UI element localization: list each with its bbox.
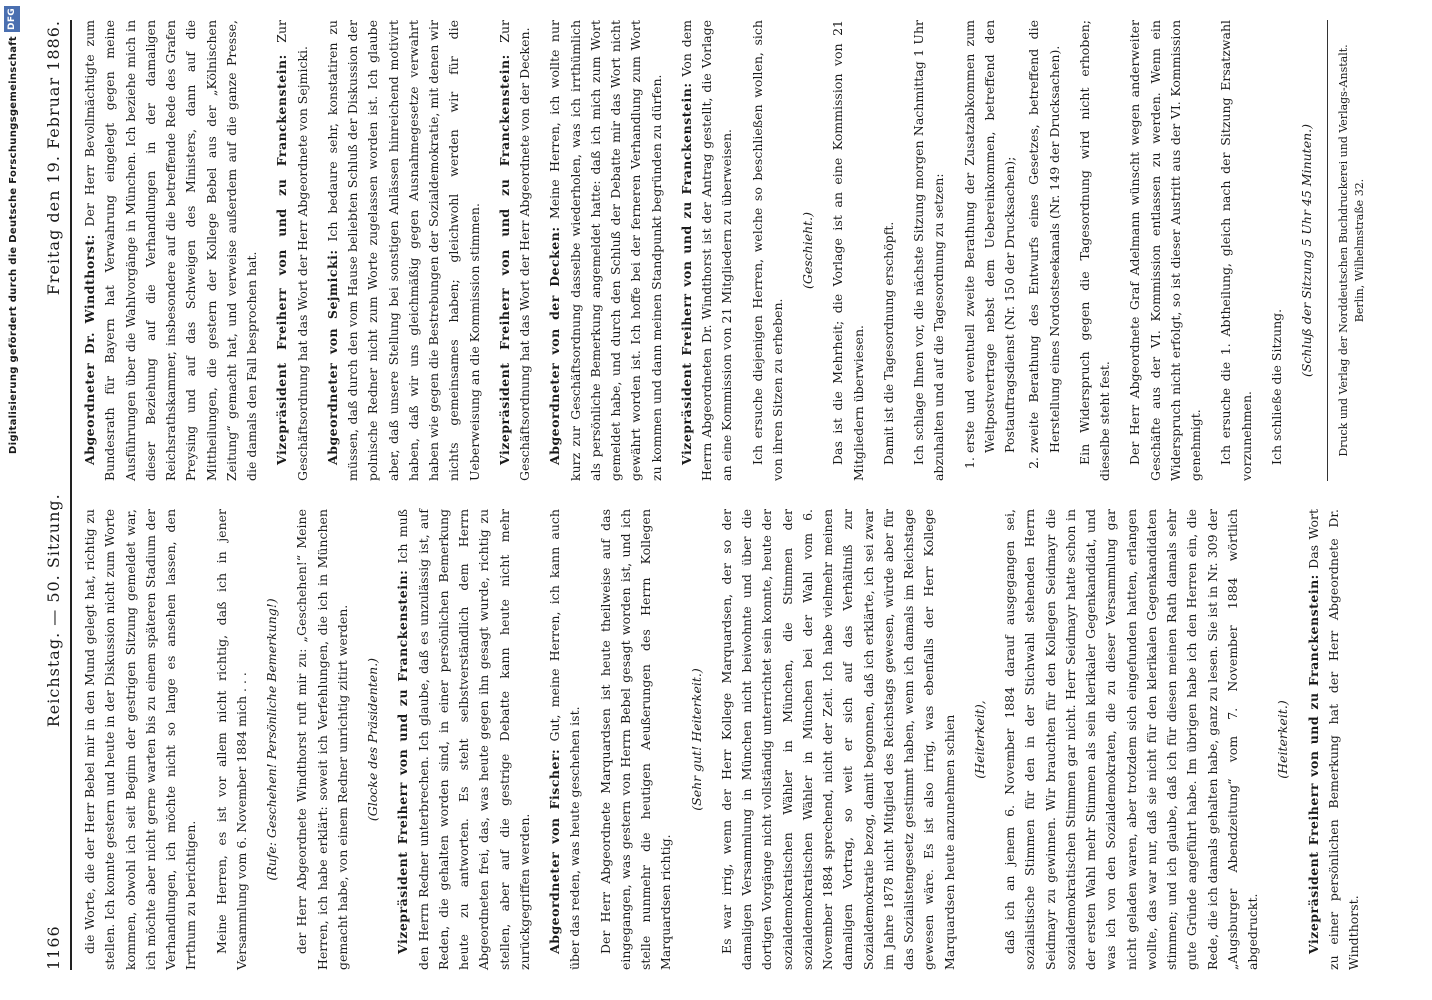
interjection: (Glocke des Präsidenten.) — [365, 657, 380, 822]
speaker-name: Abgeordneter von Fischer: — [547, 748, 562, 954]
speech-text: Das Wort zu einer persönlichen Bemerkung hat der Herr Abgeordnete Dr. Windthorst. — [1305, 509, 1361, 970]
paragraph: Ein Widerspruch gegen die Tagesordnung wird nicht erhoben; dieselbe steht fest. — [1076, 20, 1112, 481]
agenda-item: 2. zweite Berathung des Entwurfs eines Gesetzes, betreffend die Herstellung eines Nordostseekanals (Nr. 149 der Drucksachen). — [1024, 20, 1065, 453]
imprint-rule — [1327, 20, 1328, 481]
interjection: (Heiterkeit.) — [1275, 700, 1291, 779]
speech-text: Von dem Herrn Abgeordneten Dr. Windthorst ist der Antrag gestellt, die Vorlage an eine Kommission von 21 Mitgliedern zu überweisen. — [678, 20, 735, 481]
speech-text: Meine Herren, ich wollte nur kurz zur Geschäftsordnung dasselbe wiederholen, was ich irrthümlich als persönliche Bemerkung angemeldet hatte: daß ich mich zum Wort gemeldet habe, und durch den Schluß der Debatte mir das Wort nicht gewährt worden ist. Ich hoffe bei der ferneren Verhandlung zum Wort zu kommen und dann meinen Standpunkt begründen zu dürfen. — [547, 20, 664, 481]
speaker-name: Vizepräsident Freiherr von und zu Franckenstein: — [1305, 574, 1321, 954]
imprint-address: Berlin, Wilhelmstraße 32. — [1352, 178, 1366, 323]
speaker-name: Abgeordneter Dr. Windthorst: — [82, 234, 97, 465]
left-column — [80, 509, 1374, 970]
speaker-name: Abgeordneter von Sejmicki: — [324, 249, 340, 465]
paragraph: Ich ersuche die 1. Abtheilung, gleich nach der Sitzung Ersatzwahl vorzunehmen. — [1218, 20, 1254, 481]
paragraph: Das ist die Mehrheit; die Vorlage ist an eine Kommission von 21 Mitgliedern überwiesen. — [830, 20, 866, 481]
paragraph: Es war irrig, wenn der Herr Kollege Marquardsen, der so der damaligen Versammlung in München nicht beiwohnte und über die dortigen Vorgänge nicht vollständig unterrichtet sein konnte, heute der sozialdemokratischen Wähler in München, die Stimmen der sozialdemokratischen Wähler in München bei der Wahl vom 6. November 1884 sprechend, nicht der Zeit. Ich habe vielmehr meinen damaligen Vortrag, so weit er sich auf das Verhältniß zur Sozialdemokratie bezog, damit begonnen, daß ich erklärte, ich sei zwar im Jahre 1878 nicht Mitglied des Reichstags gewesen, würde aber für das Sozialistengesetz gestimmt haben, wenn ich damals im Reichstage gewesen wäre. Es ist also irrig, was ebenfalls der Herr Kollege Marquardsen heute anzunehmen schien — [718, 509, 957, 970]
dfg-logo: DFG — [4, 6, 20, 32]
right-column — [80, 20, 1374, 481]
speaker-name: Vizepräsident Freiherr von und zu Franckenstein: — [274, 54, 290, 465]
speech-text: Zur Geschäftsordnung hat das Wort der Herr Abgeordnete von Sejmicki. — [274, 20, 310, 481]
paragraph: Der Herr Abgeordnete Marquardsen ist heute theilweise auf das eingegangen, was gestern von Herrn Bebel gesagt worden ist, und ich stelle nunmehr die heutigen Aeußerungen des Herrn Kollegen Marquardsen richtig. — [597, 509, 674, 970]
speech-text: Zur Geschäftsordnung hat das Wort der Herr Abgeordnete von der Decken. — [496, 20, 532, 481]
header-rule — [70, 20, 72, 970]
imprint-line: Druck und Verlag der Norddeutschen Buchdruckerei und Verlags-Anstalt. — [1337, 44, 1351, 457]
paragraph: Ich ersuche diejenigen Herren, welche so beschließen wollen, sich von ihren Sitzen zu erheben. — [749, 20, 785, 481]
paragraph: Ich schlage Ihnen vor, die nächste Sitzung morgen Nachmittag 1 Uhr abzuhalten und auf die Tagesordnung zu setzen: — [911, 20, 947, 481]
session-end-note: (Schluß der Sitzung 5 Uhr 45 Minuten.) — [1299, 124, 1314, 378]
page-number: 1166 — [43, 925, 63, 970]
session-title: Reichstag. — 50. Sitzung. — [43, 493, 63, 728]
session-date: Freitag den 19. Februar 1886. — [43, 20, 63, 296]
speaker-name: Abgeordneter von der Decken: — [547, 226, 563, 465]
interjection: (Sehr gut! Heiterkeit.) — [688, 668, 704, 811]
speech-text: Ich bedaure sehr, konstatiren zu müssen, daß durch den vom Hause beliebten Schluß der Diskussion der polnische Redner nicht zum Worte zugelassen worden ist. Ich glaube aber, daß unsere Stellung bei sonstigen Anlässen hinreichend motivirt haben, daß wir uns gleichmäßig gegen Ausnahmegesetze verwahrt haben wie gegen die Bestrebungen der Sozialdemokratie, mit denen wir nichts gemeinsames haben; gleichwohl werden wir für die Ueberweisung an die Kommission stimmen. — [324, 20, 482, 481]
paragraph: Damit ist die Tagesordnung erschöpft. — [880, 221, 896, 465]
digitization-note: Digitalisierung gefördert durch die Deutsche Forschungsgemeinschaft — [8, 36, 19, 454]
agenda-list — [960, 20, 1065, 481]
paragraph: Meine Herren, es ist vor allem nicht richtig, daß ich in jener Versammlung vom 6. November 1884 mich . . . — [213, 509, 249, 970]
paragraph: Der Herr Abgeordnete Graf Adelmann wünscht wegen anderweiter Geschäfte aus der VI. Kommission entlassen zu werden. Wenn ein Widerspruch nicht erfolgt, so ist dieser Austritt aus der VI. Kommission genehmigt. — [1127, 20, 1203, 481]
interjection: (Geschieht.) — [800, 211, 815, 290]
speech-text: Gut, meine Herren, ich kann auch über das reden, was heute geschehen ist. — [547, 509, 583, 970]
text-columns — [80, 20, 1366, 970]
paragraph: die Worte, die der Herr Bebel mir in den Mund gelegt hat, richtig zu stellen. Ich konnte gestern und heute in der Diskussion nicht zum Worte kommen, obwohl ich seit Beginn der gestrigen Sitzung gemeldet war, ich möchte aber nicht gerne warten bis zu einem späteren Stadium der Verhandlungen, ich möchte nicht so lange es ansehen lassen, den Irrthum zu berichtigen. — [82, 509, 199, 970]
interjection: (Heiterkeit), — [971, 700, 987, 779]
speech-text: Ich muß den Herrn Redner unterbrechen. Ich glaube, daß es unzulässig ist, auf Reden, die gehalten worden sind, in einer persönlichen Bemerkung heute zu antworten. Es steht selbstverständlich dem Herrn Abgeordneten frei, das, was heute gegen ihn gesagt wurde, richtig zu stellen, aber auf die gestrige Debatte kann heute nicht mehr zurückgegriffen werden. — [395, 509, 532, 970]
speaker-name: Vizepräsident Freiherr von und zu Franckenstein: — [496, 54, 512, 465]
speaker-name: Vizepräsident Freiherr von und zu Franckenstein: — [678, 82, 694, 465]
paragraph: der Herr Abgeordnete Windthorst ruft mir zu: „Geschehen!“ Meine Herren, ich habe erklärt: soweit ich Verfehlungen, die ich in München gemacht habe, von einem Redner unrichtig zitirt werden. — [294, 509, 350, 970]
digitization-strip — [0, 0, 26, 1000]
speech-text: Der Herr Bevollmächtigte zum Bundesrath für Bayern hat Verwahrung eingelegt gegen meine Ausführungen über die Wahlvorgänge in München. Ich beziehe mich in dieser Beziehung auf die Verhandlungen in der damaligen Reichsrathskammer, insbesondere auf die betreffende Rede des Grafen Preysing und auf das Schweigen des Ministers, dann auf die Mittheilungen, die gestern der Kollege Bebel aus der „Kölnischen Zeitung“ gemacht hat, und verweise außerdem auf die ganze Presse, die damals den Fall besprochen hat. — [82, 20, 259, 481]
speaker-name: Vizepräsident Freiherr von und zu Franckenstein: — [395, 569, 411, 954]
interjection: (Rufe: Geschehen! Persönliche Bemerkung!) — [264, 598, 279, 881]
page-header — [40, 20, 66, 970]
paragraph: daß ich an jenem 6. November 1884 darauf ausgegangen sei, sozialistische Stimmen für den in der Stichwahl stehenden Herrn Seidmayr zu gewinnen. Wir brauchten für den Kollegen Seidmayr die sozialdemokratischen Stimmen gar nicht. Herr Seidmayr hatte schon in der ersten Wahl mehr Stimmen als sein klerikaler Gegenkandidat, und was ich von den Sozialdemokraten, die zu dieser Versammlung gar nicht geladen waren, aber trotzdem sich eingefunden hatten, erlangen wollte, das war nur, daß sie nicht für den klerikalen Gegenkandidaten stimmen; und ich glaube, daß ich für diesen meinen Rath damals sehr gute Gründe angeführt habe. Im übrigen habe ich den Herren ein, die Rede, die ich damals gehalten habe, ganz zu lesen. Sie ist in Nr. 309 der „Augsburger Abendzeitung“ vom 7. November 1884 wörtlich abgedruckt. — [1002, 509, 1260, 970]
paragraph: Ich schließe die Sitzung. — [1268, 308, 1284, 465]
agenda-item: 1. erste und eventuell zweite Berathung der Zusatzabkommen zum Weltpostvertrage nebst dem Uebereinkommen, betreffend den Postauftragsdienst (Nr. 150 der Drucksachen); — [960, 20, 1021, 453]
